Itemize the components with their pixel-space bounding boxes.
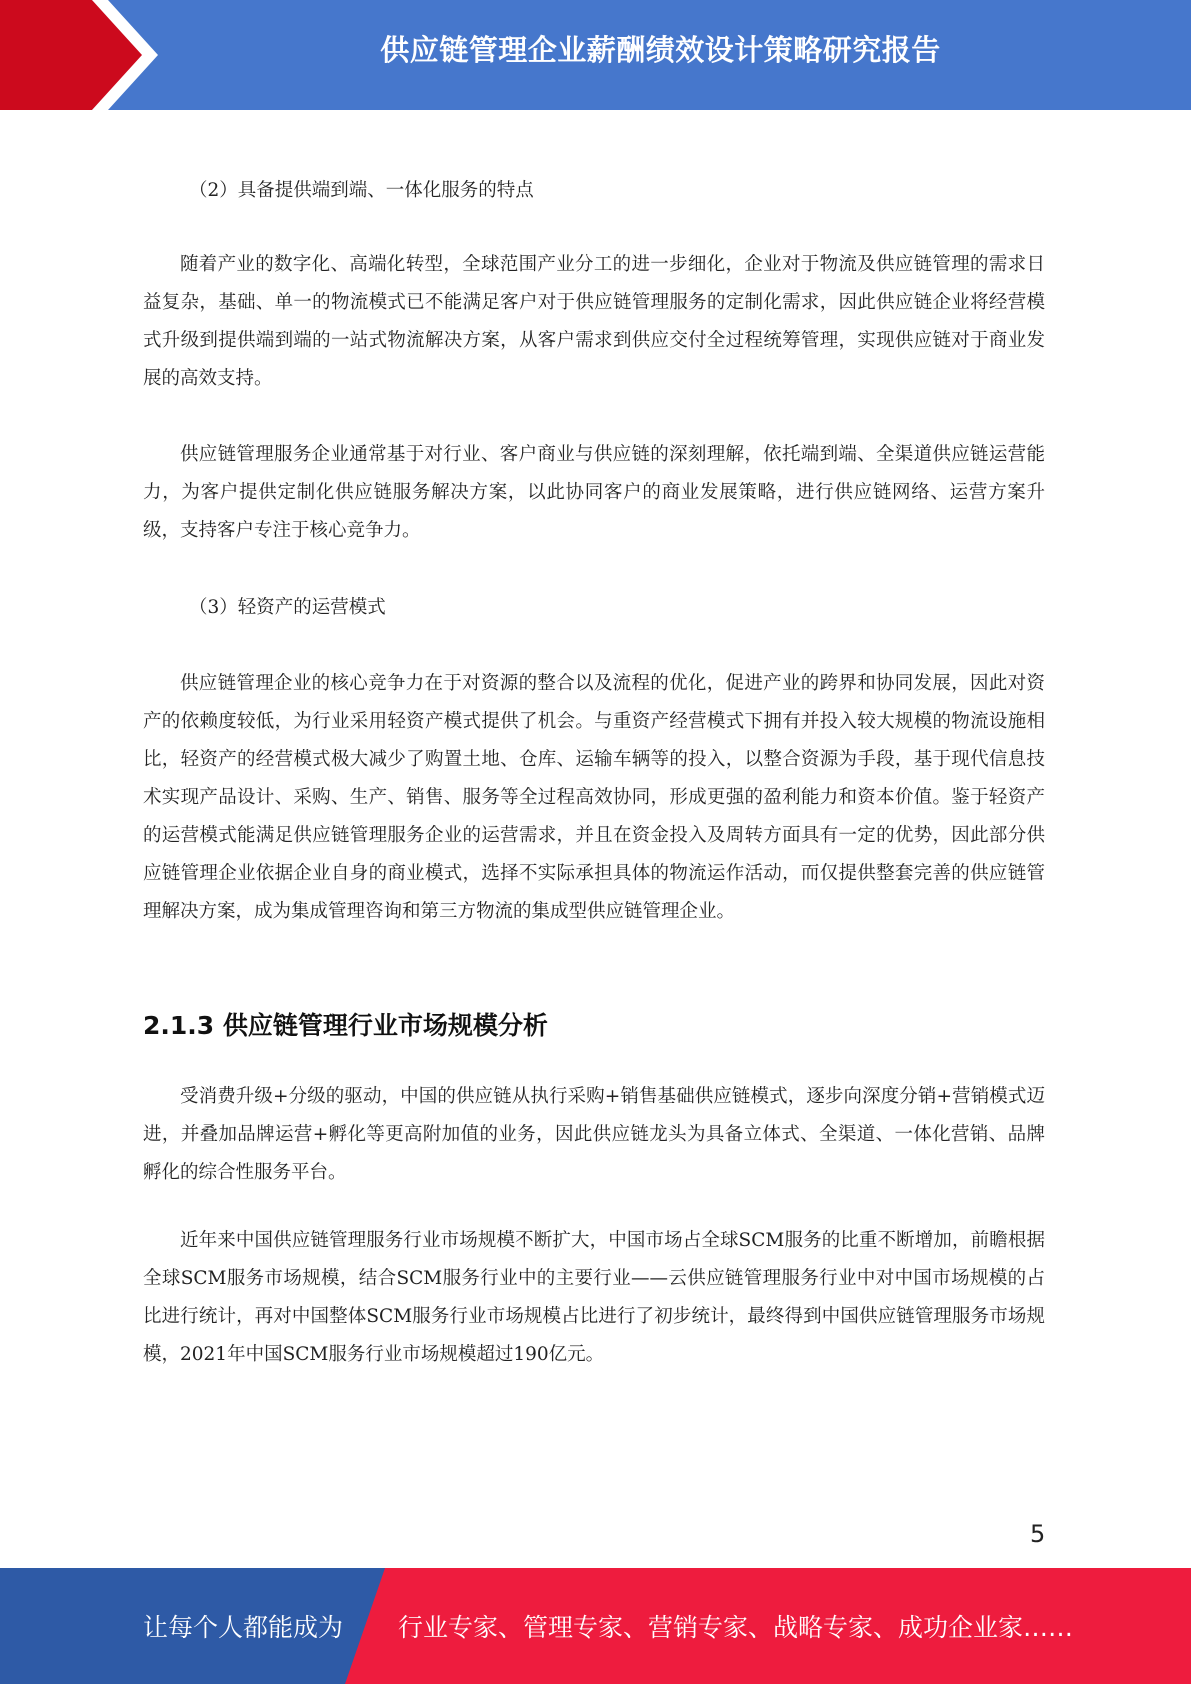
page-footer (0, 1568, 1191, 1684)
subheading-2: （2）具备提供端到端、一体化服务的特点 (189, 180, 534, 201)
footer-slogan-right: 行业专家、管理专家、营销专家、战略专家、成功企业家…… (398, 1613, 1074, 1642)
paragraph-3: 供应链管理企业的核心竞争力在于对资源的整合以及流程的优化，促进产业的跨界和协同发展，因此对资产的依赖度较低，为行业采用轻资产模式提供了机会。与重资产经营模式下拥有并投入较大规模的物流设施相比，轻资产的经营模式极大减少了购置土地、仓库、运输车辆等的投入，以整合资源为手段，基于现代信息技术实现产品设计、采购、生产、销售、服务等全过程高效协同，形成更强的盈利能力和资本价值。鉴于轻资产的运营模式能满足供应链管理服务企业的运营需求，并且在资金投入及周转方面具有一定的优势，因此部分供应链管理企业依据企业自身的商业模式，选择不实际承担具体的物流运作活动，而仅提供整套完善的供应链管理解决方案，成为集成管理咨询和第三方物流的集成型供应链管理企业。 (143, 673, 1045, 922)
section-heading: 2.1.3 供应链管理行业市场规模分析 (143, 1011, 548, 1040)
footer-slogan-left: 让每个人都能成为 (143, 1613, 344, 1642)
page-header (0, 0, 1191, 110)
paragraph-2: 供应链管理服务企业通常基于对行业、客户商业与供应链的深刻理解，依托端到端、全渠道供应链运营能力，为客户提供定制化供应链服务解决方案，以此协同客户的商业发展策略，进行供应链网络、运营方案升级，支持客户专注于核心竞争力。 (143, 444, 1045, 541)
subheading-3: （3）轻资产的运营模式 (189, 597, 386, 618)
paragraph-4: 受消费升级+分级的驱动，中国的供应链从执行采购+销售基础供应链模式，逐步向深度分销+营销模式迈进，并叠加品牌运营+孵化等更高附加值的业务，因此供应链龙头为具备立体式、全渠道、一体化营销、品牌孵化的综合性服务平台。 (143, 1086, 1045, 1183)
report-title: 供应链管理企业薪酬绩效设计策略研究报告 (380, 33, 941, 67)
paragraph-1: 随着产业的数字化、高端化转型，全球范围产业分工的进一步细化，企业对于物流及供应链管理的需求日益复杂，基础、单一的物流模式已不能满足客户对于供应链管理服务的定制化需求，因此供应链企业将经营模式升级到提供端到端的一站式物流解决方案，从客户需求到供应交付全过程统筹管理，实现供应链对于商业发展的高效支持。 (143, 254, 1045, 389)
page-number: 5 (1030, 1520, 1046, 1548)
paragraph-5: 近年来中国供应链管理服务行业市场规模不断扩大，中国市场占全球SCM服务的比重不断增加，前瞻根据全球SCM服务市场规模，结合SCM服务行业中的主要行业——云供应链管理服务行业中对中国市场规模的占比进行统计，再对中国整体SCM服务行业市场规模占比进行了初步统计，最终得到中国供应链管理服务市场规模，2021年中国SCM服务行业市场规模超过190亿元。 (143, 1230, 1045, 1365)
